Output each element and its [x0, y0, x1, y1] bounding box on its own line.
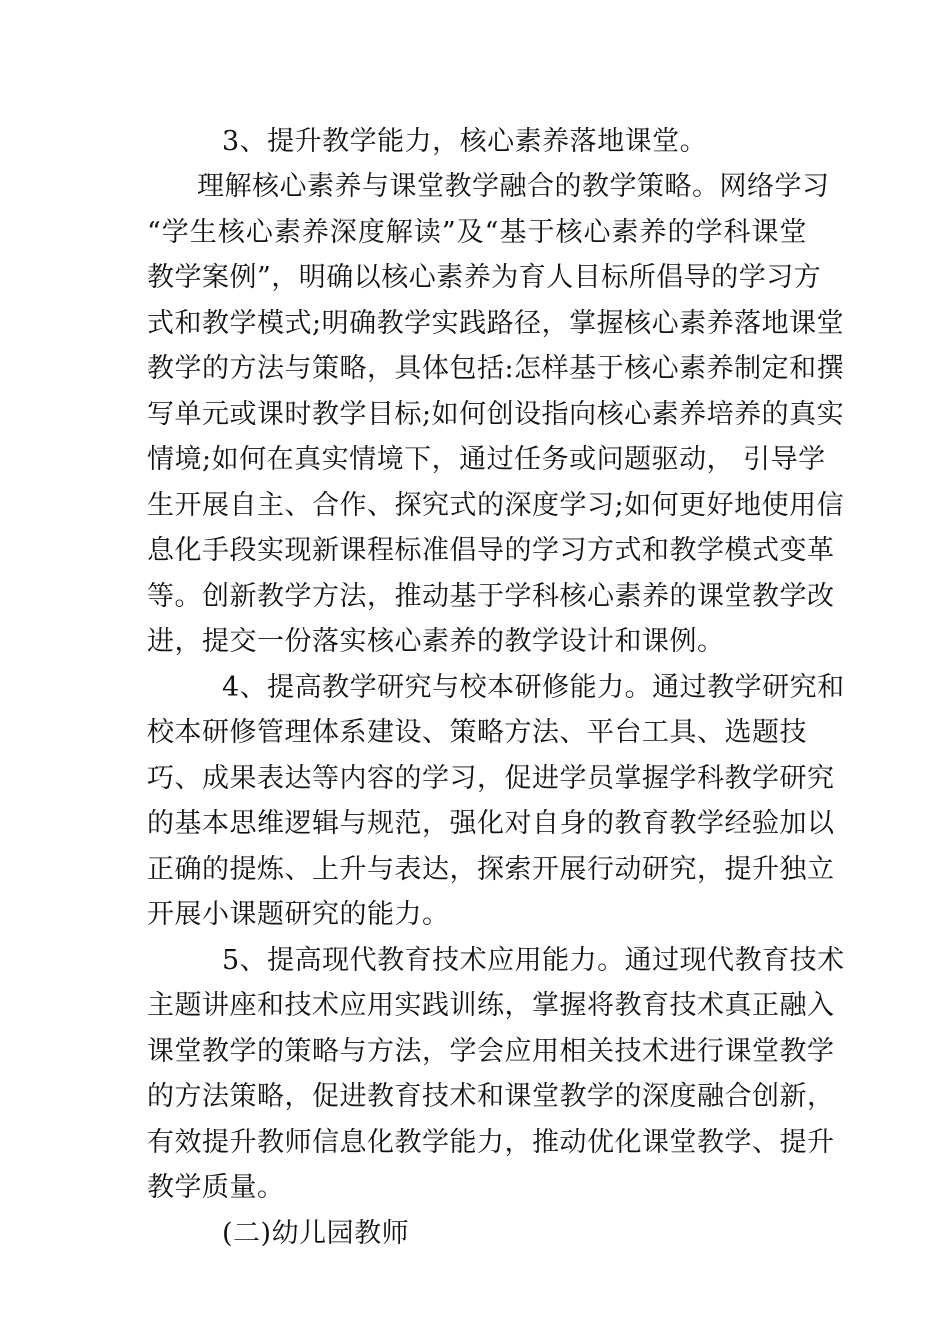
paragraph-line: 主题讲座和技术应用实践训练，掌握将教育技术真正融入 [147, 990, 835, 1021]
heading-3: 3、提升教学能力，核心素养落地课堂。 [222, 126, 708, 157]
paragraph-line: 有效提升教师信息化教学能力，推动优化课堂教学、提升 [147, 1127, 835, 1158]
heading-4-line: 4、提高教学研究与校本研修能力。通过教学研究和 [222, 672, 845, 703]
paragraph-line: 息化手段实现新课程标准倡导的学习方式和教学模式变革 [147, 535, 835, 566]
paragraph-line: 校本研修管理体系建设、策略方法、平台工具、选题技 [147, 717, 807, 748]
paragraph-line: “学生核心素养深度解读”及“基于核心素养的学科课堂 [147, 217, 807, 248]
paragraph-line: 教学的方法与策略，具体包括:怎样基于核心素养制定和撰 [147, 353, 845, 384]
paragraph-line: 等。创新教学方法，推动基于学科核心素养的课堂教学改 [147, 581, 835, 612]
paragraph-line: 教学案例”，明确以核心素养为育人目标所倡导的学习方 [147, 262, 822, 293]
paragraph-line: 的方法策略，促进教育技术和课堂教学的深度融合创新， [147, 1081, 835, 1112]
paragraph-line: 教学质量。 [147, 1172, 285, 1203]
paragraph-line: 生开展自主、合作、探究式的深度学习;如何更好地使用信 [147, 490, 845, 521]
paragraph-line: 正确的提炼、上升与表达，探索开展行动研究，提升独立 [147, 854, 835, 885]
paragraph-line: 的基本思维逻辑与规范，强化对自身的教育教学经验加以 [147, 808, 835, 839]
paragraph-line: 开展小课题研究的能力。 [147, 899, 450, 930]
paragraph-line: 进，提交一份落实核心素养的教学设计和课例。 [147, 626, 725, 657]
paragraph-line: 课堂教学的策略与方法，学会应用相关技术进行课堂教学 [147, 1036, 835, 1067]
paragraph-line: 巧、成果表达等内容的学习，促进学员掌握学科教学研究 [147, 763, 835, 794]
heading-5-line: 5、提高现代教育技术应用能力。通过现代教育技术 [222, 945, 845, 976]
paragraph-line: 理解核心素养与课堂教学融合的教学策略。网络学习 [197, 171, 830, 202]
section-heading: (二)幼儿园教师 [222, 1218, 410, 1249]
paragraph-line: 式和教学模式;明确教学实践路径，掌握核心素养落地课堂 [147, 308, 845, 339]
paragraph-line: 情境;如何在真实情境下，通过任务或问题驱动， 引导学 [147, 444, 826, 475]
paragraph-line: 写单元或课时教学目标;如何创设指向核心素养培养的真实 [147, 399, 845, 430]
